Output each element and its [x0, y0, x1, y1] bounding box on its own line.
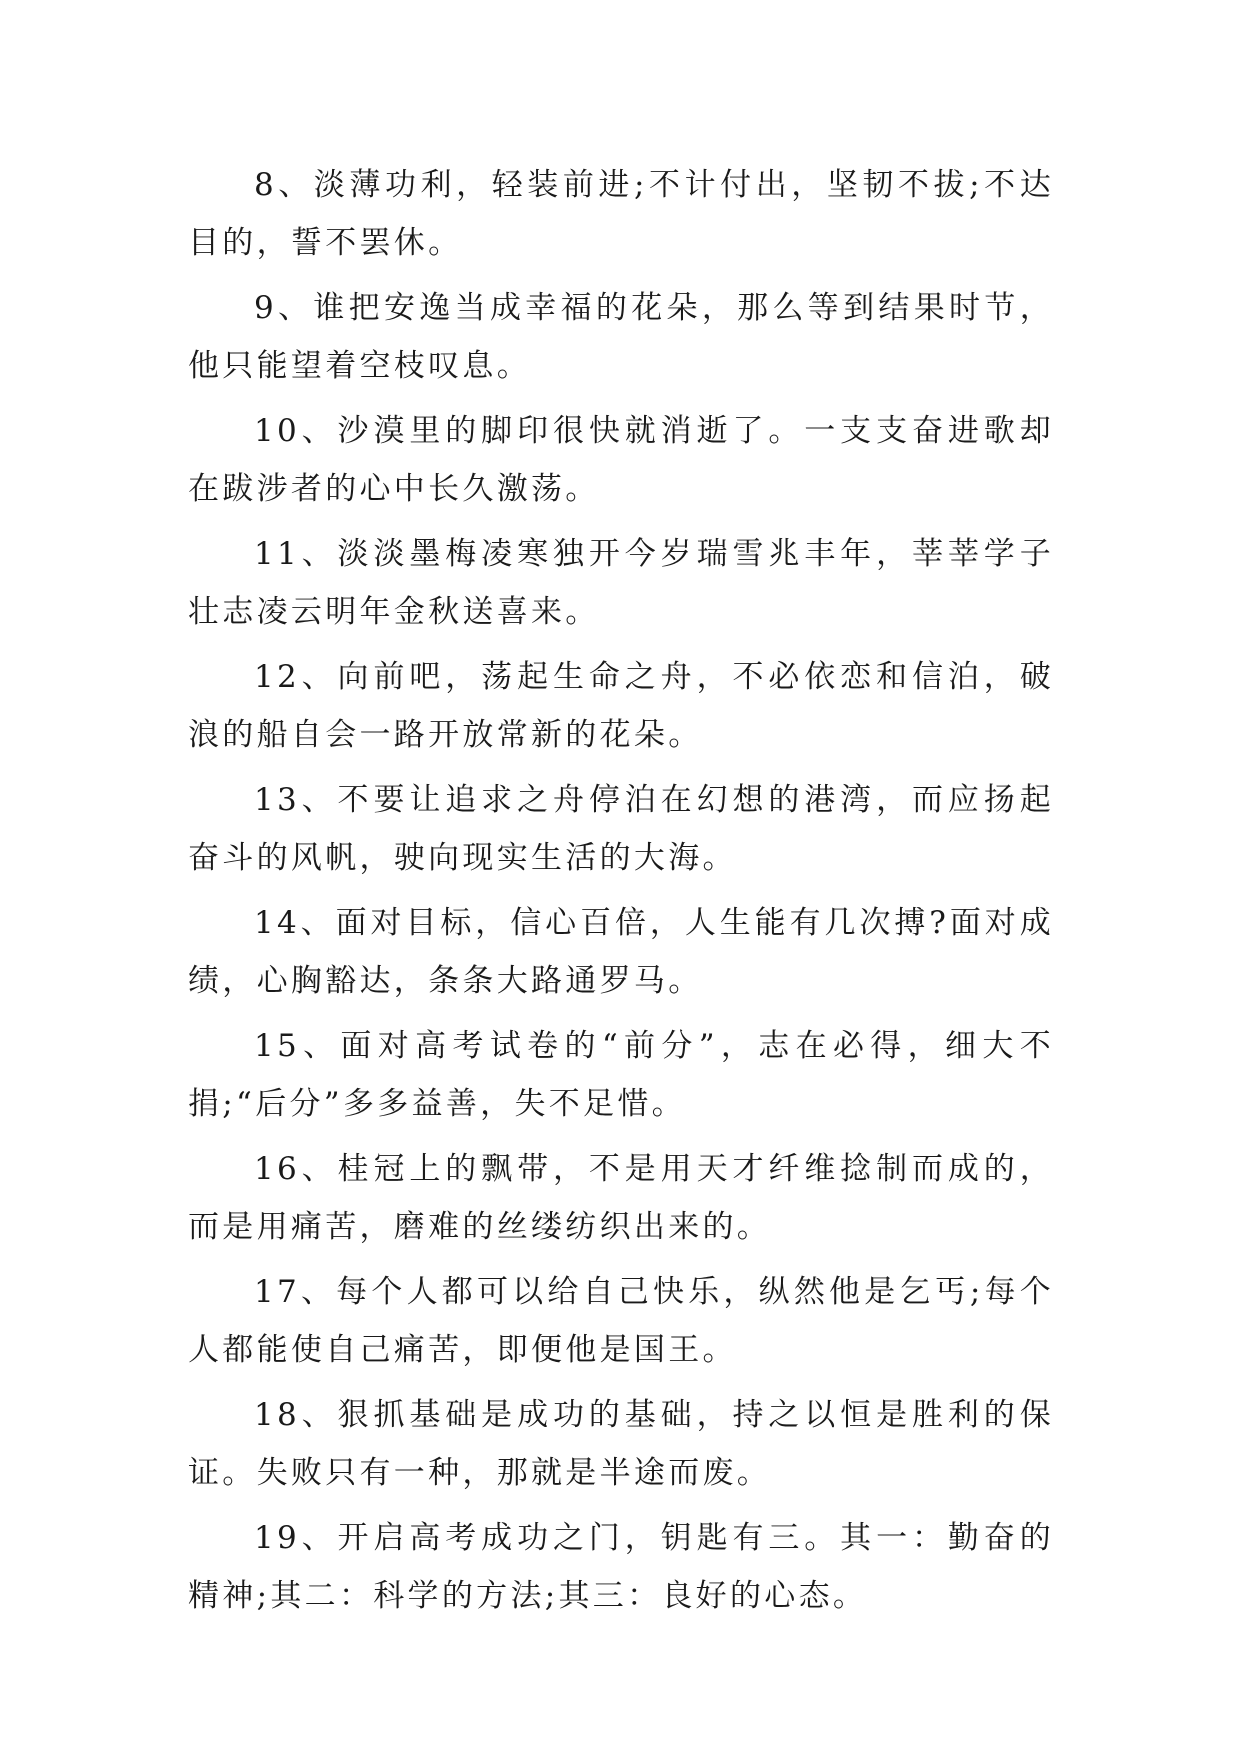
paragraph-18: 18、狠抓基础是成功的基础，持之以恒是胜利的保证。失败只有一种，那就是半途而废。: [188, 1397, 1054, 1491]
paragraph-14: 14、面对目标，信心百倍，人生能有几次搏?面对成绩，心胸豁达，条条大路通罗马。: [188, 905, 1054, 999]
paragraph-10: 10、沙漠里的脚印很快就消逝了。一支支奋进歌却在跋涉者的心中长久激荡。: [188, 413, 1054, 507]
paragraph-15: 15、面对高考试卷的“前分”，志在必得，细大不捐;“后分”多多益善，失不足惜。: [188, 1028, 1054, 1122]
paragraph-16: 16、桂冠上的飘带，不是用天才纤维捻制而成的，而是用痛苦，磨难的丝缕纺织出来的。: [188, 1151, 1054, 1245]
paragraph-13: 13、不要让追求之舟停泊在幻想的港湾，而应扬起奋斗的风帆，驶向现实生活的大海。: [188, 782, 1054, 876]
document-page: [188, 156, 1054, 1632]
paragraph-9: 9、谁把安逸当成幸福的花朵，那么等到结果时节，他只能望着空枝叹息。: [188, 290, 1054, 384]
paragraph-17: 17、每个人都可以给自己快乐，纵然他是乞丐;每个人都能使自己痛苦，即便他是国王。: [188, 1274, 1054, 1368]
paragraph-19: 19、开启高考成功之门，钥匙有三。其一：勤奋的精神;其二：科学的方法;其三：良好的心态。: [188, 1520, 1054, 1614]
paragraph-12: 12、向前吧，荡起生命之舟，不必依恋和信泊，破浪的船自会一路开放常新的花朵。: [188, 659, 1054, 753]
paragraph-11: 11、淡淡墨梅凌寒独开今岁瑞雪兆丰年，莘莘学子壮志凌云明年金秋送喜来。: [188, 536, 1054, 630]
paragraph-8: 8、淡薄功利，轻装前进;不计付出，坚韧不拔;不达目的，誓不罢休。: [188, 167, 1054, 261]
